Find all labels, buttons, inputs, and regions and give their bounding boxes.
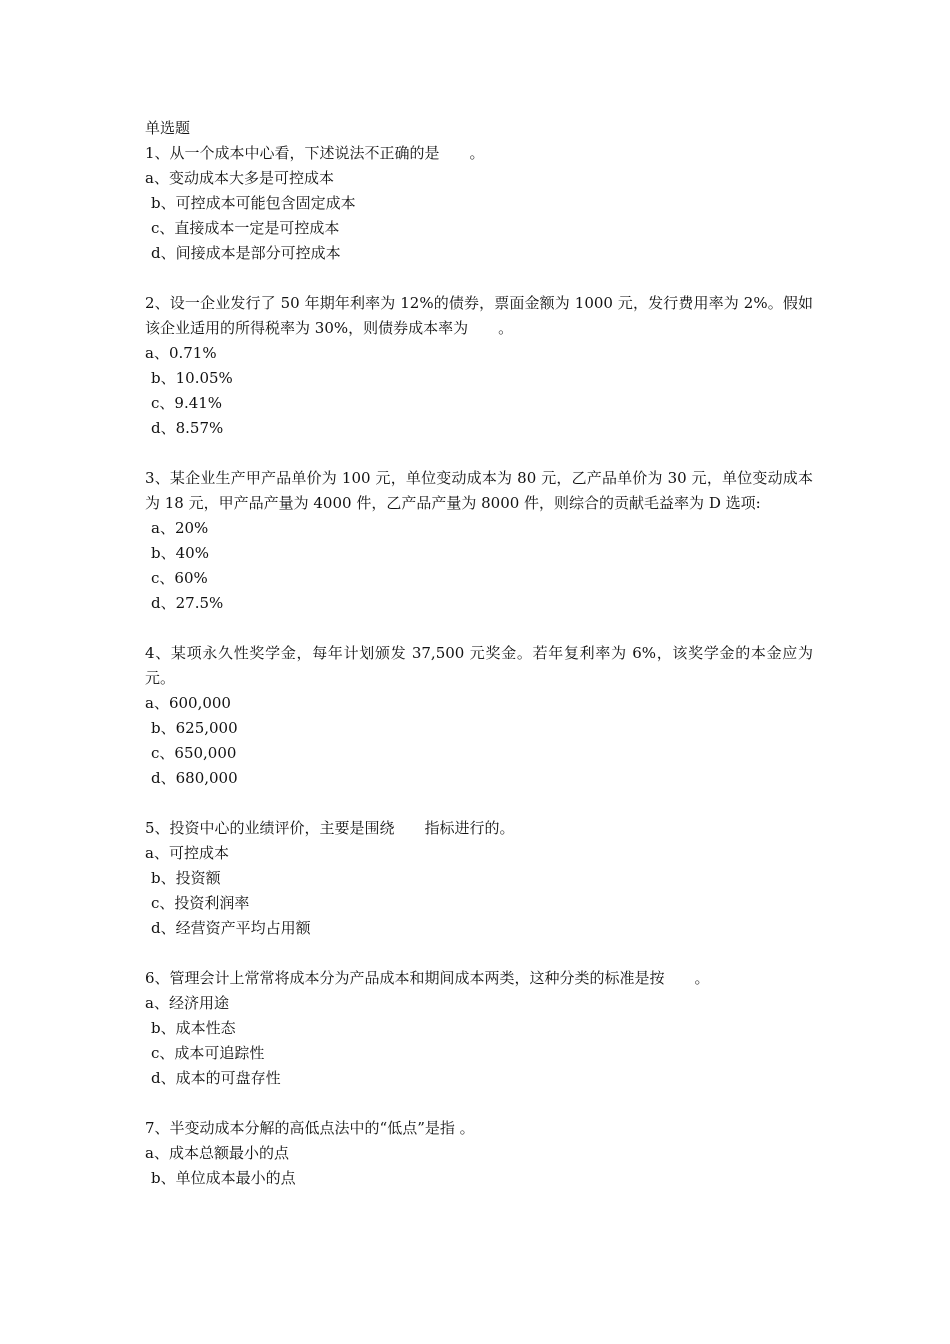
option-b: b、625,000	[151, 719, 238, 737]
option-d: d、8.57%	[151, 419, 224, 437]
question-stem: 5、投资中心的业绩评价，主要是围绕 指标进行的。	[145, 819, 515, 837]
option-b: b、单位成本最小的点	[151, 1169, 296, 1187]
option-a: a、成本总额最小的点	[145, 1144, 289, 1162]
question-stem: 2、设一企业发行了 50 年期年利率为 12%的债券，票面金额为 1000 元，发行费用率为 2%。假如该企业适用的所得税率为 30%，则债券成本率为 。	[145, 294, 813, 337]
option-c: c、9.41%	[151, 394, 223, 412]
question-1	[145, 141, 813, 266]
option-a: a、600,000	[145, 694, 231, 712]
question-stem: 3、某企业生产甲产品单价为 100 元，单位变动成本为 80 元，乙产品单价为 30 元，单位变动成本为 18 元，甲产品产量为 4000 件，乙产品产量为 8000 件，则综合的贡献毛益率为 D 选项:	[145, 469, 813, 512]
option-a: a、变动成本大多是可控成本	[145, 169, 334, 187]
option-d: d、间接成本是部分可控成本	[151, 244, 341, 262]
question-7	[145, 1116, 813, 1191]
question-6	[145, 966, 813, 1091]
option-a: a、20%	[151, 519, 209, 537]
option-b: b、40%	[151, 544, 209, 562]
option-a: a、经济用途	[145, 994, 229, 1012]
option-c: c、650,000	[151, 744, 237, 762]
question-4	[145, 641, 844, 791]
option-d: d、经营资产平均占用额	[151, 919, 311, 937]
option-c: c、60%	[151, 569, 208, 587]
option-a: a、0.71%	[145, 344, 217, 362]
option-c: c、成本可追踪性	[151, 1044, 265, 1062]
option-b: b、10.05%	[151, 369, 233, 387]
option-a: a、可控成本	[145, 844, 229, 862]
question-2	[145, 291, 813, 441]
option-b: b、成本性态	[151, 1019, 236, 1037]
document-page	[145, 116, 844, 1191]
question-5	[145, 816, 813, 941]
question-stem: 1、从一个成本中心看，下述说法不正确的是 。	[145, 144, 485, 162]
question-3	[145, 466, 813, 616]
question-stem: 4、某项永久性奖学金，每年计划颁发 37,500 元奖金。若年复利率为 6%，该奖学金的本金应为 元。	[145, 644, 844, 687]
section-heading: 单选题	[145, 119, 191, 137]
option-b: b、可控成本可能包含固定成本	[151, 194, 356, 212]
question-stem: 6、管理会计上常常将成本分为产品成本和期间成本两类，这种分类的标准是按 。	[145, 969, 710, 987]
option-b: b、投资额	[151, 869, 221, 887]
option-d: d、成本的可盘存性	[151, 1069, 281, 1087]
option-d: d、27.5%	[151, 594, 224, 612]
option-c: c、直接成本一定是可控成本	[151, 219, 340, 237]
option-c: c、投资利润率	[151, 894, 250, 912]
option-d: d、680,000	[151, 769, 238, 787]
question-stem: 7、半变动成本分解的高低点法中的“低点”是指 。	[145, 1119, 475, 1137]
